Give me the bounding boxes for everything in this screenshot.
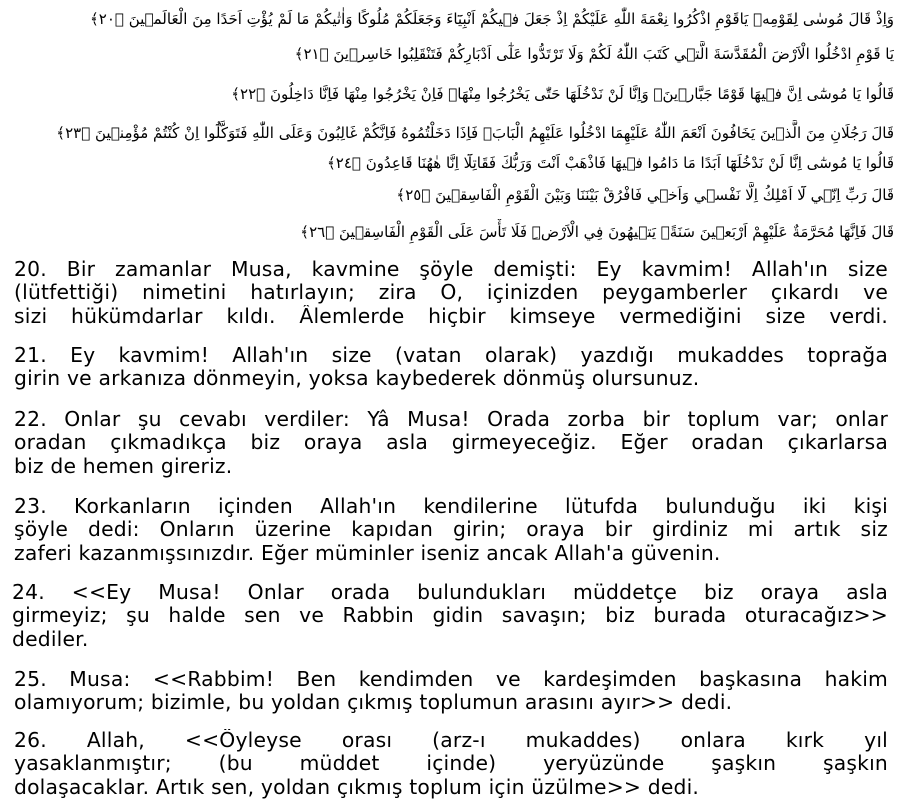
verse-end-marker: ﴿٢٠﴾ <box>89 10 124 28</box>
arabic-verse-25 <box>396 182 894 208</box>
arabic-verse-text: قَالَ رَجُلَانِ مِنَ الَّذ۪ينَ يَخَافُونَ اَنْعَمَ اللّٰهُ عَلَيْهِمَا ادْخُلُوا عَلَيْهِمُ الْبَابَۚ فَاِذَا دَخَلْتُمُوهُ فَاِنَّكُمْ غَالِبُونَ وَعَلَى اللّٰهِ فَتَوَكَّلُٓوا اِنْ كُنْتُمْ مُؤْمِن۪ينَ <box>94 124 894 142</box>
translation-line: şöyle dedi: Onların üzerine kapıdan girin; oraya bir girdiniz mi artık siz <box>14 518 888 542</box>
translation-line: biz de hemen gireriz. <box>14 454 233 478</box>
arabic-verse-21 <box>295 41 894 67</box>
translation-line: 22. Onlar şu cevabı verdiler: Yâ Musa! Orada zorba bir toplum var; onlar <box>14 408 888 431</box>
translation-line: dolaşacaklar. Artık sen, yoldan çıkmış toplum için üzülme>> dedi. <box>14 775 700 799</box>
translation-verse-26 <box>14 729 888 799</box>
verse-end-marker: ﴿٢٥﴾ <box>396 186 431 204</box>
verse-end-marker: ﴿٢٤﴾ <box>326 154 361 172</box>
verse-end-marker: ﴿٢٦﴾ <box>300 223 335 241</box>
translation-verse-21 <box>14 344 888 391</box>
verse-end-marker: ﴿٢٢﴾ <box>231 85 266 103</box>
arabic-verse-text: قَالُوا يَا مُوسٰٓى اِنَّا لَنْ نَدْخُلَهَٓا اَبَدًا مَا دَامُوا ف۪يهَا فَاذْهَبْ اَنْتَ وَرَبُّكَ فَقَاتِلَٓا اِنَّا هٰهُنَا قَاعِدُونَ <box>365 154 894 172</box>
translation-line: 25. Musa: <<Rabbim! Ben kendimden ve kardeşimden başkasına hakim <box>14 668 888 691</box>
verse-end-marker: ﴿٢١﴾ <box>294 45 329 63</box>
translation-line: yasaklanmıştır; (bu müddet içinde) yeryüzünde şaşkın şaşkın <box>14 752 888 776</box>
translation-line: girin ve arkanıza dönmeyin, yoksa kaybederek dönmüş olursunuz. <box>14 367 700 391</box>
translation-line: zaferi kazanmışsınızdır. Eğer müminler iseniz ancak Allah'a güvenin. <box>14 541 721 565</box>
translation-line: 21. Ey kavmim! Allah'ın size (vatan olarak) yazdığı mukaddes toprağa <box>14 344 888 367</box>
translation-line: 26. Allah, <<Öyleyse orası (arz-ı mukaddes) onlara kırk yıl <box>14 729 888 752</box>
arabic-verse-26 <box>300 219 894 245</box>
translation-line: girmeyiz; şu halde sen ve Rabbin gidin savaşın; biz burada oturacağız>> <box>12 604 888 628</box>
arabic-verse-text: وَاِذْ قَالَ مُوسٰى لِقَوْمِه۪ يَاقَوْمِ اذْكُرُوا نِعْمَةَ اللّٰهِ عَلَيْكُمْ اِذْ جَعَلَ ف۪يكُمْ اَنْبِيَٓاءَ وَجَعَلَكُمْ مُلُوكًا وَاٰتٰيكُمْ مَا لَمْ يُؤْتِ اَحَدًا مِنَ الْعَالَم۪ينَ <box>128 10 894 28</box>
translation-line: sizi hükümdarlar kıldı. Âlemlerde hiçbir kimseye vermediğini size verdi. <box>14 304 888 328</box>
translation-line: 20. Bir zamanlar Musa, kavmine şöyle demişti: Ey kavmim! Allah'ın size <box>14 258 888 281</box>
verse-end-marker: ﴿٢٣﴾ <box>56 124 91 142</box>
arabic-verse-20 <box>90 6 894 32</box>
translation-line: olamıyorum; bizimle, bu yoldan çıkmış toplumun arasını ayır>> dedi. <box>14 691 733 715</box>
translation-verse-25 <box>14 668 888 715</box>
arabic-verse-22 <box>231 81 894 107</box>
translation-verse-24 <box>12 581 888 651</box>
translation-line: oradan çıkmadıkça biz oraya asla girmeyeceğiz. Eğer oradan çıkarlarsa <box>14 431 888 455</box>
translation-line: 24. <<Ey Musa! Onlar orada bulundukları müddetçe biz oraya asla <box>12 581 888 604</box>
translation-line: (lütfettiği) nimetini hatırlayın; zira O, içinizden peygamberler çıkardı ve <box>14 281 888 305</box>
arabic-verse-text: قَالُوا يَا مُوسٰٓى اِنَّ ف۪يهَا قَوْمًا جَبَّار۪ينَۗ وَاِنَّا لَنْ نَدْخُلَهَا حَتّٰى يَخْرُجُوا مِنْهَاۚ فَاِنْ يَخْرُجُوا مِنْهَا فَاِنَّا دَاخِلُونَ <box>269 85 894 103</box>
arabic-verse-text: قَالَ فَاِنَّهَا مُحَرَّمَةٌ عَلَيْهِمْ اَرْبَع۪ينَ سَنَةًۚ يَت۪يهُونَ فِي الْاَرْضِۜ فَلَا تَأْسَ عَلَى الْقَوْمِ الْفَاسِق۪ينَ <box>339 223 894 241</box>
arabic-verse-text: قَالَ رَبِّ اِنّ۪ي لَٓا اَمْلِكُ اِلَّا نَفْس۪ي وَاَخ۪ي فَافْرُقْ بَيْنَنَا وَبَيْنَ الْقَوْمِ الْفَاسِق۪ينَ <box>435 186 894 204</box>
translation-line: dediler. <box>12 627 89 651</box>
translation-line: 23. Korkanların içinden Allah'ın kendilerine lütufda bulunduğu iki kişi <box>14 495 888 518</box>
arabic-verse-text: يَا قَوْمِ ادْخُلُوا الْاَرْضَ الْمُقَدَّسَةَ الَّت۪ي كَتَبَ اللّٰهُ لَكُمْ وَلَا تَرْتَدُّوا عَلٰٓى اَدْبَارِكُمْ فَتَنْقَلِبُوا خَاسِر۪ينَ <box>333 45 894 63</box>
translation-verse-20 <box>14 258 888 328</box>
arabic-verse-24 <box>327 150 894 176</box>
translation-verse-22 <box>14 408 888 478</box>
translation-verse-23 <box>14 495 888 565</box>
arabic-verse-23 <box>56 120 894 146</box>
